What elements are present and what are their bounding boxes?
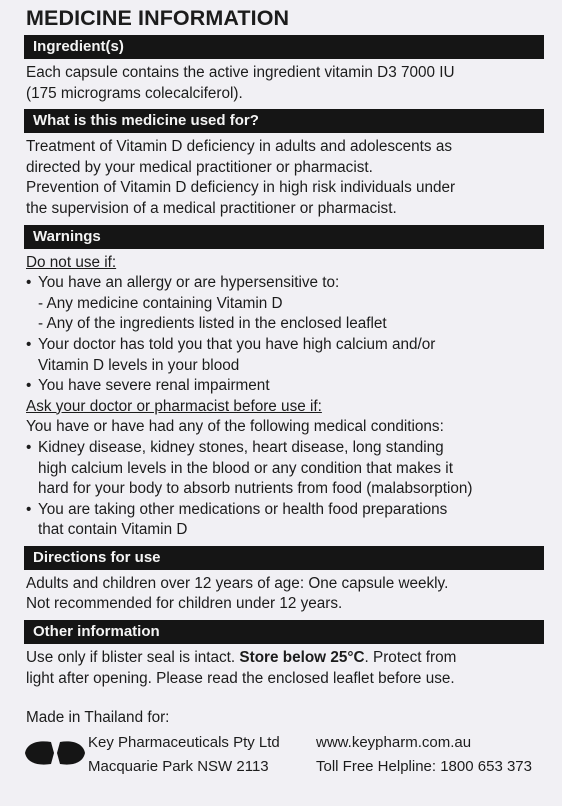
usage-section (24, 109, 544, 219)
other-information-line: light after opening. Please read the enclosed leaflet before use. (26, 669, 455, 687)
do-not-use-label: Do not use if: (26, 253, 117, 271)
company-website: www.keypharm.com.au (316, 733, 472, 751)
company-name: Key Pharmaceuticals Pty Ltd (88, 733, 280, 751)
other-information-section (24, 620, 544, 689)
usage-line: Treatment of Vitamin D deficiency in adults and adolescents as (26, 138, 452, 156)
directions-line: Adults and children over 12 years of age: One capsule weekly. (26, 574, 449, 592)
list-item: • You have an allergy or are hypersensitive to: (26, 274, 340, 292)
directions-line: Not recommended for children under 12 years. (26, 595, 343, 613)
made-in-text: Made in Thailand for: (26, 709, 170, 727)
other-information-line: Use only if blister seal is intact. Store below 25°C. Protect from (26, 649, 457, 667)
do-not-use-list (24, 273, 544, 397)
sub-list-item: - Any medicine containing Vitamin D (38, 294, 283, 312)
directions-heading: Directions for use (24, 546, 544, 570)
usage-line: Prevention of Vitamin D deficiency in high risk individuals under (26, 179, 456, 197)
usage-line: the supervision of a medical practitioner or pharmacist. (26, 199, 397, 217)
company-address: Macquarie Park NSW 2113 (88, 757, 269, 775)
page-title: MEDICINE INFORMATION (26, 6, 290, 30)
ingredients-section (24, 35, 544, 104)
conditions-list (24, 438, 544, 541)
list-item: • You have severe renal impairment (26, 377, 270, 395)
key-pharmaceuticals-logo-icon (24, 739, 86, 767)
ingredients-line: (175 micrograms colecalciferol). (26, 84, 243, 102)
sub-list-item: - Any of the ingredients listed in the enclosed leaflet (38, 315, 387, 333)
storage-warning: Store below 25°C (239, 649, 365, 667)
warnings-heading: Warnings (24, 225, 544, 249)
ingredients-line: Each capsule contains the active ingredient vitamin D3 7000 IU (26, 64, 455, 81)
list-item: • Your doctor has told you that you have high calcium and/or Vitamin D levels in your blood (26, 335, 436, 374)
conditions-text: You have or have had any of the following medical conditions: (26, 418, 444, 436)
directions-section (24, 546, 544, 615)
list-item: • Kidney disease, kidney stones, heart disease, long standing high calcium levels in the blood or any condition that makes it hard for your body to absorb nutrients from food (malabsorption) (26, 438, 473, 498)
warnings-section (24, 225, 544, 541)
other-information-heading: Other information (24, 620, 544, 644)
usage-line: directed by your medical practitioner or pharmacist. (26, 158, 373, 176)
ingredients-heading: Ingredient(s) (24, 35, 544, 59)
company-helpline: Toll Free Helpline: 1800 653 373 (316, 757, 532, 775)
company-footer (24, 733, 544, 781)
list-item: • You are taking other medications or health food preparations that contain Vitamin D (26, 500, 448, 539)
usage-heading: What is this medicine used for? (24, 109, 544, 133)
ask-doctor-label: Ask your doctor or pharmacist before use if: (26, 397, 322, 415)
